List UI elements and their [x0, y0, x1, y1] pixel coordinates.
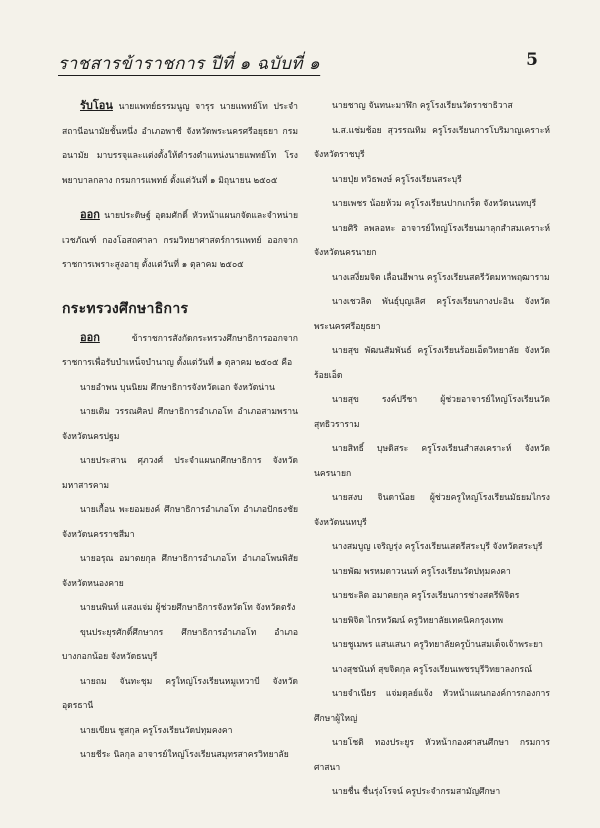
retire-keyword: ออก: [80, 208, 100, 221]
list-item: นายสิทธิ์ บุษดิสระ ครูโรงเรียนสำสงเคราะห์ จังหวัดนครนายก: [314, 444, 550, 479]
list-item: นายศิริ ลพลอหะ อาจารย์ใหญ่โรงเรียนมาลุกสำสมเคราะห์ จังหวัดนครนายก: [314, 223, 550, 258]
list-item: นายนพินท์ แสงแจ่ม ผู้ช่วยศึกษาธิการจังหวัดโท จังหวัดตรัง: [80, 603, 296, 613]
list-item: นายพัฒ พรหมดาวนนท์ ครูโรงเรียนวัดปทุมคงคา: [332, 566, 511, 577]
list-item: นายอรุณ อมาตยกุล ศึกษาธิการอำเภอโท อำเภอโพนพิสัย จังหวัดหนองคาย: [62, 554, 298, 589]
list-item: นายโชติ ทองประยูร หัวหน้ากองศาสนศึกษา กรมการศาสนา: [314, 738, 550, 773]
transfer-text: นายแพทย์ธรรมนูญ จารุร นายแพทย์โท ประจำสถานีอนามัยชั้นหนึ่ง อำเภอพาชี จังหวัดพระนครศรีอยุธยา กรมอนามัย มาบรรจุและแต่งตั้งให้ดำรงตำแหน่งนายแพทย์โท โรงพยาบาลกลาง กรมการแพทย์ ตั้งแต่วันที่ ๑ มิถุนายน ๒๕๐๕: [62, 102, 298, 186]
page-header: [58, 50, 538, 80]
list-item: นายสุข รงค์ปรีชา ผู้ช่วยอาจารย์ใหญ่โรงเรียนวัดสุทธิวราราม: [314, 395, 550, 430]
list-item: นายถม จันทะชุม ครูใหญ่โรงเรียนหมูเทวาบี จังหวัดอุดรธานี: [62, 676, 298, 711]
list-item: นายจำเนียร แจ่มดุลย์แจ้ง หัวหน้าแผนกองค์การกองการศึกษาผู้ใหญ่: [314, 689, 550, 724]
list-item: นายชะลิต อมาตยกุล ครูโรงเรียนการช่างสตรีพิจิตร: [332, 591, 520, 601]
list-item: นายสงบ จินดาน้อย ผู้ช่วยครูใหญ่โรงเรียนมัธยมไกรง จังหวัดนนทบุรี: [314, 493, 550, 528]
list-item: นายประสาน ศุภวงศ์ ประจำแผนกศึกษาธิการ จังหวัดมหาสารคาม: [62, 456, 298, 491]
transfer-keyword: รับโอน: [80, 99, 113, 112]
retire-text: นายประดิษฐ์ อุดมศักดิ์ หัวหน้าแผนกจัดและจำหน่ายเวชภัณฑ์ กองโอสถศาลา กรมวิทยาศาสตร์การแพทย์ ออกจากราชการเพราะสูงอายุ ตั้งแต่วันที่ ๑ ตุลาคม ๒๕๐๕: [62, 211, 298, 270]
transfer-paragraph: [62, 94, 298, 193]
list-item: นายพิจิต ไกรหวัฒน์ ครูวิทยาลัยเทคนิคกรุงเทพ: [332, 615, 504, 626]
list-item: นายเติม วรรณศิลป ศึกษาธิการอำเภอโท อำเภอสามพราน จังหวัดนครปฐม: [62, 407, 298, 442]
list-item: นายเขียน ชูสกุล ครูโรงเรียนวัดปทุมคงคา: [80, 725, 233, 736]
list-item: นางสมบูญ เจริญรุ่ง ครูโรงเรียนเสตรีสระบุรี จังหวัดสระบุรี: [332, 542, 543, 552]
list-item: นางเชวลิต พันธุ์บุญเลิศ ครูโรงเรียนกางปะอิน จังหวัดพระนครศรีอยุธยา: [314, 297, 550, 332]
list-item: น.ส.แช่มช้อย สุวรรณทิม ครูโรงเรียนการโบริมาญเคราะห์ จังหวัดราชบุรี: [314, 125, 550, 160]
pension-text: ข้าราชการสังกัดกระทรวงศึกษาธิการออกจากราชการเพื่อรับบำเหน็จบำนาญ ตั้งแต่วันที่ ๑ ตุลาคม ๒๕๐๕ คือ: [62, 333, 298, 368]
list-item: นายสุข พัฒนสัมพันธ์ ครูโรงเรียนร้อยเอ็ดวิทยาลัย จังหวัดร้อยเอ็ด: [314, 346, 550, 381]
list-item: นางสุชนันท์ สุขจิตกุล ครูโรงเรียนเพชรบุรีวิทยาลงกรณ์: [332, 664, 533, 675]
list-item: นายเพชร น้อยห้วม ครูโรงเรียนปากเกร็ด จังหวัดนนทบุรี: [332, 199, 537, 209]
list-item: ขุนประยุรศักดิ์ศึกษากร ศึกษาธิการอำเภอโท อำเภอบางกอกน้อย จังหวัดธนบุรี: [62, 627, 298, 662]
retire-paragraph: [62, 203, 298, 278]
left-column: [62, 94, 298, 768]
list-item: นางเสงี่ยมจิต เลื่อนฮีพาน ครูโรงเรียนสตรีวัดมหาพฤฒาราม: [332, 272, 550, 283]
ministry-heading: กระทรวงศึกษาธิการ: [62, 300, 189, 317]
journal-title: ราชสารข้าราชการ ปีที่ ๑ ฉบับที่ ๑: [58, 54, 321, 74]
page-number: 5: [526, 50, 538, 70]
pension-paragraph: [62, 326, 298, 376]
list-item: นายชื่น ชื่นรุ่งโรจน์ ครูประจำกรมสามัญศึกษา: [332, 787, 501, 797]
list-item: นายชีระ นิลกุล อาจารย์ใหญ่โรงเรียนสมุทรสาครวิทยาลัย: [80, 750, 289, 760]
list-item: นายอำพน บุนนิยม ศึกษาธิการจังหวัดเอก จังหวัดน่าน: [80, 382, 275, 393]
pension-keyword: ออก: [80, 330, 100, 344]
list-item: นายเกื้อน พะยอมยงค์ ศึกษาธิการอำเภอโท อำเภอปักธงชัย จังหวัดนครราชสีมา: [62, 505, 298, 540]
list-item: นายชาญ จันทนะมาฬิก ครูโรงเรียนวัดราชาธิวาส: [332, 101, 513, 111]
list-item: นายปุ่ย ทวิธพงษ์ ครูโรงเรียนสระบุรี: [332, 174, 462, 185]
list-item: นายชูเมพร แสนเสนา ครูวิทยาลัยครูบ้านสมเด็จเจ้าพระยา: [332, 640, 544, 650]
right-column: [314, 94, 550, 805]
